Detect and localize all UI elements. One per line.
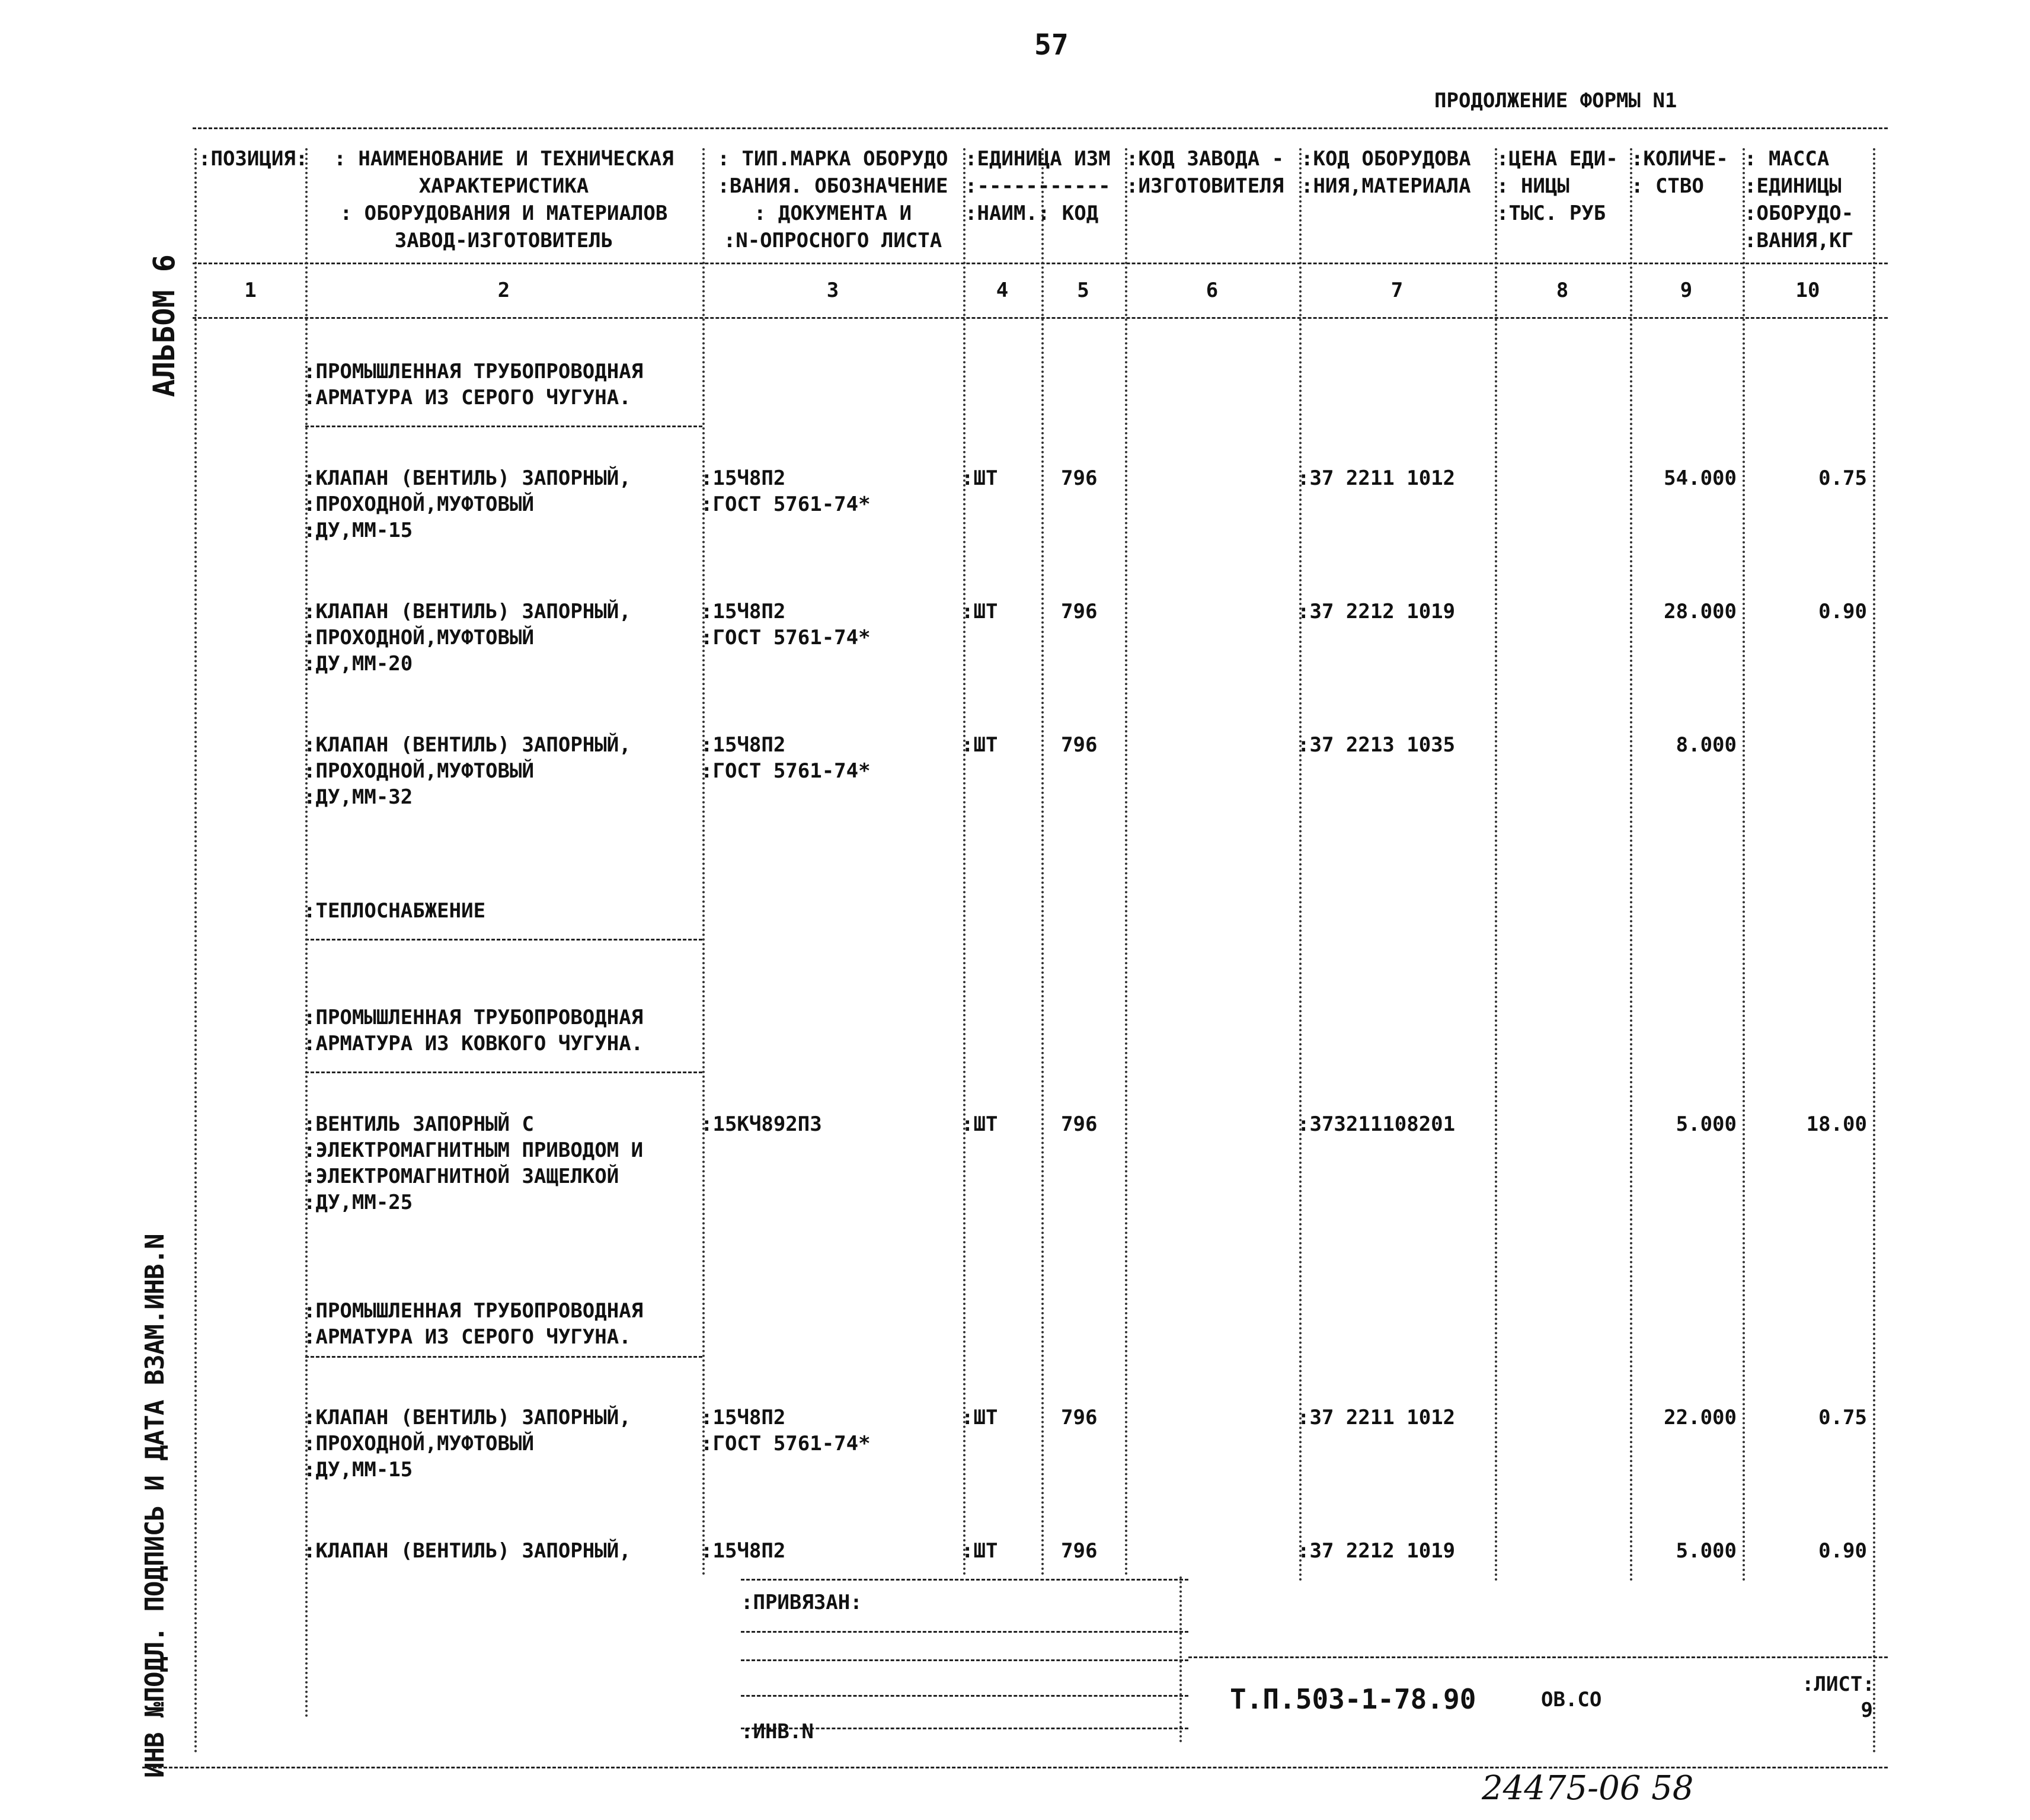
item-qty: 54.000 [1664,466,1737,490]
item-unit: :ШТ [961,1406,998,1429]
item-unit-code: 796 [1061,1406,1098,1429]
header-col7: :КОД ОБОРУДОВА :НИЯ,МАТЕРИАЛА [1301,147,1471,198]
col-num: 3 [826,279,839,302]
col-num: 6 [1206,279,1219,302]
item-type: :15Ч8П2 :ГОСТ 5761-74* [701,733,871,783]
item-type: :15Ч8П2 :ГОСТ 5761-74* [701,466,871,516]
stamp-doc-number: Т.П.503-1-78.90 [1230,1683,1476,1715]
rule-top [193,127,1888,129]
header-col8: :ЦЕНА ЕДИ- : НИЦЫ :ТЫС. РУБ [1497,147,1618,225]
item-qty: 5.000 [1676,1112,1737,1136]
item-equip-code: :37 2212 1019 [1297,600,1456,623]
item-qty: 22.000 [1664,1406,1737,1429]
section-underline [305,426,702,427]
item-qty: 28.000 [1664,600,1737,623]
col-num: 4 [996,279,1009,302]
header-col1: :ПОЗИЦИЯ: [199,147,308,171]
rule-header-bottom [193,263,1888,264]
item-type: :15Ч8П2 [701,1539,786,1563]
section-underline [305,1356,702,1358]
stamp-line [741,1695,1188,1697]
item-mass: 18.00 [1806,1112,1867,1136]
item-name: :КЛАПАН (ВЕНТИЛЬ) ЗАПОРНЫЙ, :ПРОХОДНОЙ,МУФТОВЫЙ :ДУ,ММ-15 [303,466,631,542]
section-title: :ПРОМЫШЛЕННАЯ ТРУБОПРОВОДНАЯ :АРМАТУРА ИЗ КОВКОГО ЧУГУНА. [303,1006,644,1055]
item-equip-code: :37 2212 1019 [1297,1539,1456,1563]
side-stamp-label: ИНВ №ПОДЛ. ПОДПИСЬ И ДАТА ВЗАМ.ИНВ.N [140,1234,170,1778]
item-unit-code: 796 [1061,600,1098,623]
stamp-inv: :ИНВ.N [741,1720,814,1744]
col-sep [1041,148,1044,1576]
item-name: :ВЕНТИЛЬ ЗАПОРНЫЙ С :ЭЛЕКТРОМАГНИТНЫМ ПРИВОДОМ И :ЭЛЕКТРОМАГНИТНОЙ ЗАЩЕЛКОЙ :ДУ,ММ-25 [303,1112,644,1214]
section-underline [305,1071,702,1073]
stamp-sheet-number: 9 [1860,1699,1873,1722]
item-name: :КЛАПАН (ВЕНТИЛЬ) ЗАПОРНЫЙ, :ПРОХОДНОЙ,МУФТОВЫЙ :ДУ,ММ-32 [303,733,631,809]
item-unit-code: 796 [1061,1539,1098,1563]
item-unit-code: 796 [1061,733,1098,757]
item-equip-code: :373211108201 [1297,1112,1456,1136]
item-equip-code: :37 2211 1012 [1297,1406,1456,1429]
header-col45: :ЕДИНИЦА ИЗМ :----------- :НАИМ.: КОД [965,147,1111,225]
item-unit: :ШТ [961,1112,998,1136]
footer-handwritten-number: 24475-06 58 [1482,1769,1694,1808]
item-unit: :ШТ [961,733,998,757]
stamp-doc-suffix: ОВ.СО [1541,1688,1602,1712]
stamp-privyazan: :ПРИВЯЗАН: [741,1591,862,1614]
stamp-line [741,1659,1188,1661]
section-title: :ПРОМЫШЛЕННАЯ ТРУБОПРОВОДНАЯ :АРМАТУРА ИЗ СЕРОГО ЧУГУНА. [303,1299,644,1349]
header-col2: : НАИМЕНОВАНИЕ И ТЕХНИЧЕСКАЯ ХАРАКТЕРИСТИКА : ОБОРУДОВАНИЯ И МАТЕРИАЛОВ ЗАВОД-ИЗГОТОВИТЕЛЬ [334,147,674,252]
item-unit: :ШТ [961,466,998,490]
header-col9: :КОЛИЧЕ- : СТВО [1631,147,1728,198]
item-mass: 0.75 [1818,1406,1867,1429]
col-num: 7 [1390,279,1404,302]
stamp-sheet-label: :ЛИСТ: [1802,1672,1875,1696]
col-num: 2 [497,279,510,302]
col-sep [1495,148,1497,1582]
rule-stamp-right [1188,1656,1888,1658]
item-equip-code: :37 2211 1012 [1297,466,1456,490]
album-label: АЛЬБОМ 6 [147,254,181,397]
item-equip-code: :37 2213 1035 [1297,733,1456,757]
stamp-sep [1179,1576,1182,1742]
item-type: :15КЧ892П3 [701,1112,822,1136]
item-name: :КЛАПАН (ВЕНТИЛЬ) ЗАПОРНЫЙ, :ПРОХОДНОЙ,МУФТОВЫЙ :ДУ,ММ-15 [303,1406,631,1482]
rule-numbers-bottom [193,317,1888,319]
page-number: 57 [1034,28,1069,62]
col-num: 9 [1680,279,1693,302]
item-name: :КЛАПАН (ВЕНТИЛЬ) ЗАПОРНЫЙ, :ПРОХОДНОЙ,МУФТОВЫЙ :ДУ,ММ-20 [303,600,631,676]
col-sep [194,148,197,1754]
form-label: ПРОДОЛЖЕНИЕ ФОРМЫ N1 [1434,89,1677,113]
col-sep [1743,148,1745,1582]
header-col6: :КОД ЗАВОДА - :ИЗГОТОВИТЕЛЯ [1126,147,1284,198]
col-sep [1299,148,1302,1582]
rule-bottom [142,1767,1888,1768]
col-num: 10 [1795,279,1820,302]
stamp-line [741,1631,1188,1633]
header-col10: : МАССА :ЕДИНИЦЫ :ОБОРУДО- :ВАНИЯ,КГ [1744,147,1854,252]
item-unit: :ШТ [961,600,998,623]
section-underline [305,939,702,941]
item-qty: 5.000 [1676,1539,1737,1563]
item-mass: 0.75 [1818,466,1867,490]
section-title: :ТЕПЛОСНАБЖЕНИЕ [303,899,486,923]
item-mass: 0.90 [1818,1539,1867,1563]
item-type: :15Ч8П2 :ГОСТ 5761-74* [701,600,871,650]
col-sep [1125,148,1127,1576]
item-type: :15Ч8П2 :ГОСТ 5761-74* [701,1406,871,1456]
col-num: 8 [1556,279,1569,302]
stamp-line [741,1579,1188,1581]
col-num: 1 [244,279,257,302]
header-col3: : ТИП.МАРКА ОБОРУДО :ВАНИЯ. ОБОЗНАЧЕНИЕ : ДОКУМЕНТА И :N-ОПРОСНОГО ЛИСТА [717,147,948,252]
item-qty: 8.000 [1676,733,1737,757]
item-unit-code: 796 [1061,466,1098,490]
item-mass: 0.90 [1818,600,1867,623]
col-sep [1873,148,1875,1754]
col-sep [1630,148,1632,1582]
col-sep [963,148,966,1576]
item-name: :КЛАПАН (ВЕНТИЛЬ) ЗАПОРНЫЙ, [303,1539,631,1563]
col-sep [702,148,705,1576]
item-unit-code: 796 [1061,1112,1098,1136]
section-title: :ПРОМЫШЛЕННАЯ ТРУБОПРОВОДНАЯ :АРМАТУРА ИЗ СЕРОГО ЧУГУНА. [303,360,644,410]
col-num: 5 [1077,279,1089,302]
item-unit: :ШТ [961,1539,998,1563]
